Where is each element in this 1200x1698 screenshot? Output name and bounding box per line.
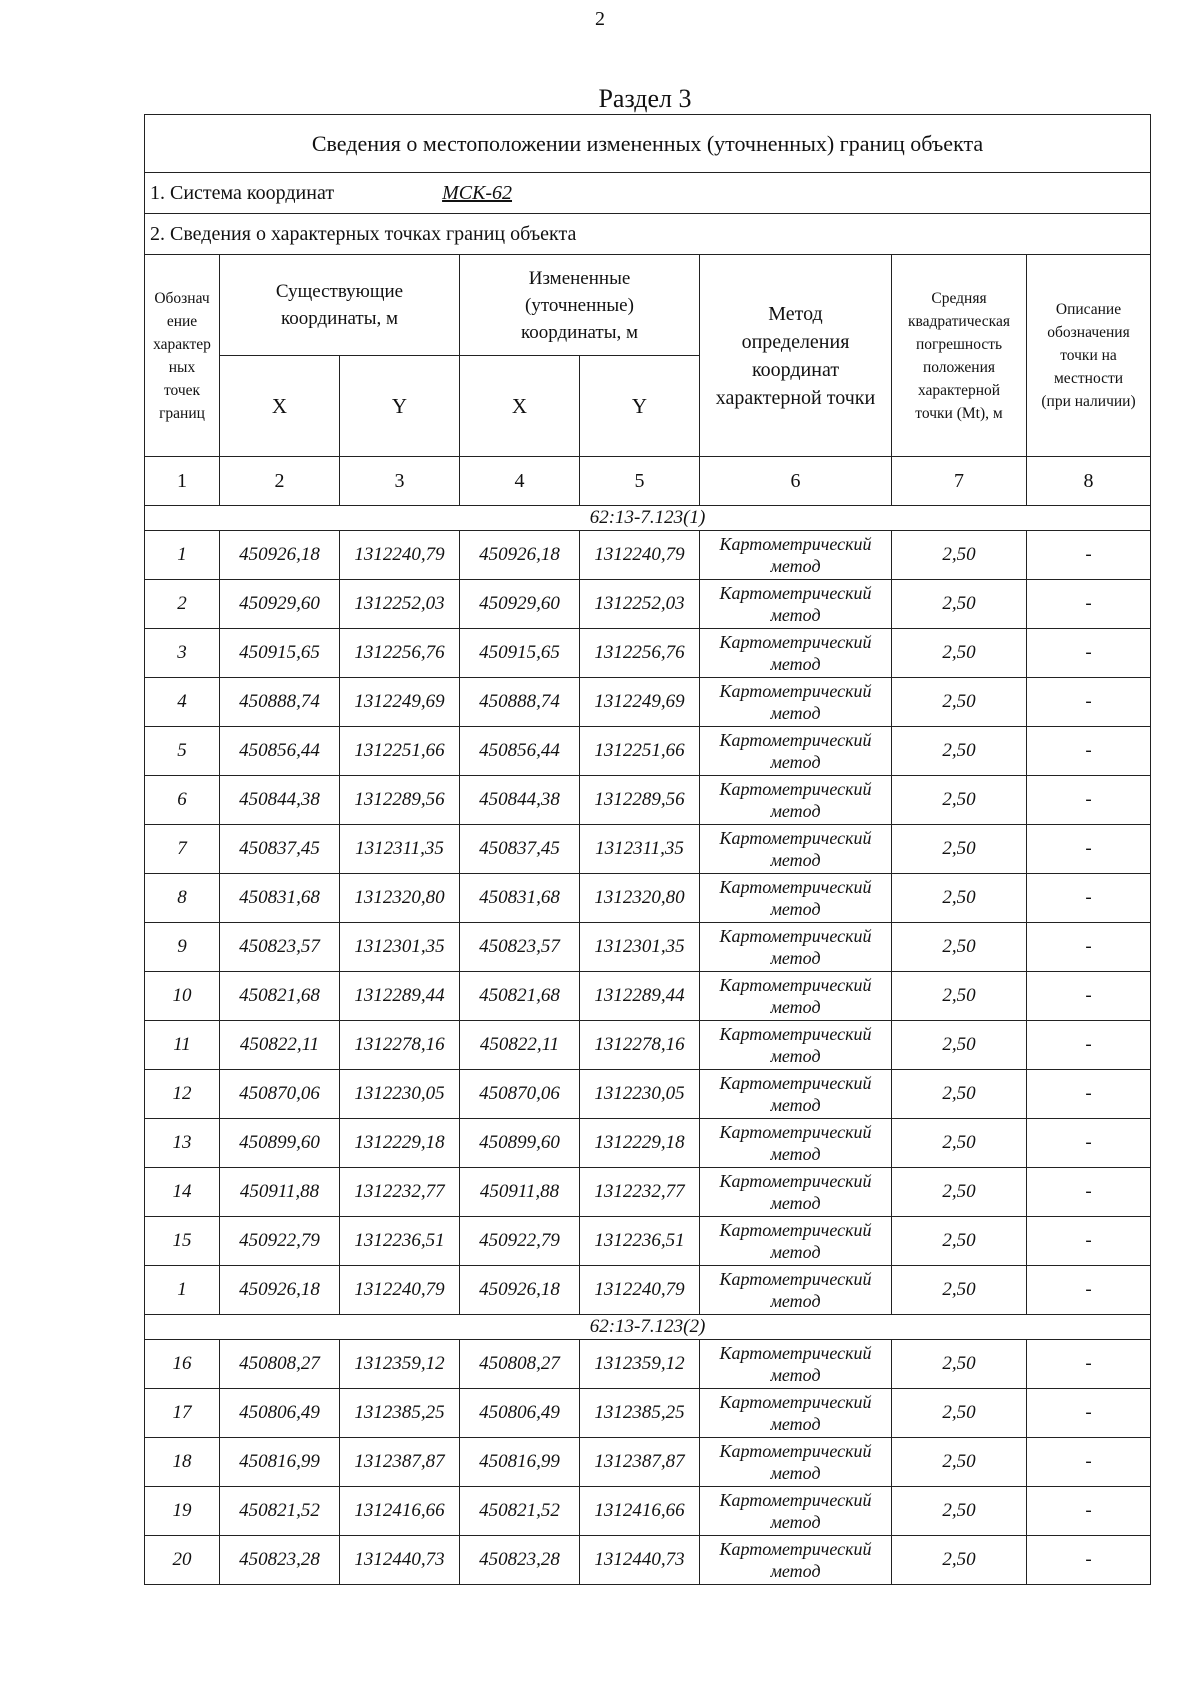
header-changed-coordinates: Измененные (уточненные) координаты, м: [460, 255, 700, 356]
existing-y-cell: 1312387,87: [340, 1438, 460, 1487]
table-row: [145, 874, 1151, 923]
description-cell: -: [1027, 1340, 1151, 1389]
method-cell: [700, 1168, 892, 1217]
table-row: [145, 1389, 1151, 1438]
table-row: [145, 531, 1151, 580]
column-number: 2: [220, 457, 340, 506]
method-cell: [700, 580, 892, 629]
method-line: Картометрический: [719, 828, 872, 848]
column-number: 6: [700, 457, 892, 506]
header-changed-x: X: [460, 356, 580, 457]
changed-x-cell: 450926,18: [460, 531, 580, 580]
changed-y-cell: 1312251,66: [580, 727, 700, 776]
method-line: Картометрический: [719, 583, 872, 603]
existing-y-cell: 1312230,05: [340, 1070, 460, 1119]
existing-y-cell: 1312301,35: [340, 923, 460, 972]
changed-y-cell: 1312232,77: [580, 1168, 700, 1217]
method-cell: [700, 629, 892, 678]
method-cell: [700, 1389, 892, 1438]
existing-y-cell: 1312320,80: [340, 874, 460, 923]
method-cell: [700, 678, 892, 727]
point-number-cell: 3: [145, 629, 220, 678]
method-line: Картометрический: [719, 1220, 872, 1240]
changed-x-cell: 450816,99: [460, 1438, 580, 1487]
method-cell: [700, 1070, 892, 1119]
table-row: [145, 1119, 1151, 1168]
description-cell: -: [1027, 776, 1151, 825]
existing-x-cell: 450929,60: [220, 580, 340, 629]
existing-y-cell: 1312236,51: [340, 1217, 460, 1266]
accuracy-cell: 2,50: [892, 580, 1027, 629]
description-cell: -: [1027, 1070, 1151, 1119]
coordinate-system-row: [145, 173, 1151, 214]
column-number: 8: [1027, 457, 1151, 506]
table-row: [145, 1168, 1151, 1217]
method-line: Картометрический: [719, 975, 872, 995]
method-line: метод: [770, 1512, 821, 1532]
column-number: 1: [145, 457, 220, 506]
changed-y-cell: 1312416,66: [580, 1487, 700, 1536]
accuracy-cell: 2,50: [892, 531, 1027, 580]
existing-x-cell: 450844,38: [220, 776, 340, 825]
method-cell: [700, 1266, 892, 1315]
method-cell: [700, 972, 892, 1021]
changed-x-cell: 450899,60: [460, 1119, 580, 1168]
existing-y-cell: 1312249,69: [340, 678, 460, 727]
changed-x-cell: 450823,28: [460, 1536, 580, 1585]
table-caption: Сведения о местоположении измененных (уточненных) границ объекта: [145, 115, 1151, 173]
point-number-cell: 12: [145, 1070, 220, 1119]
accuracy-cell: 2,50: [892, 1021, 1027, 1070]
changed-y-cell: 1312387,87: [580, 1438, 700, 1487]
accuracy-cell: 2,50: [892, 678, 1027, 727]
method-line: Картометрический: [719, 1024, 872, 1044]
description-cell: -: [1027, 825, 1151, 874]
accuracy-cell: 2,50: [892, 874, 1027, 923]
changed-y-cell: 1312320,80: [580, 874, 700, 923]
changed-y-cell: 1312278,16: [580, 1021, 700, 1070]
method-line: метод: [770, 997, 821, 1017]
point-number-cell: 14: [145, 1168, 220, 1217]
description-cell: -: [1027, 1217, 1151, 1266]
point-number-cell: 8: [145, 874, 220, 923]
existing-y-cell: 1312252,03: [340, 580, 460, 629]
boundary-table-frame: [144, 114, 1150, 1585]
method-cell: [700, 1438, 892, 1487]
existing-x-cell: 450915,65: [220, 629, 340, 678]
method-line: Картометрический: [719, 730, 872, 750]
changed-x-cell: 450888,74: [460, 678, 580, 727]
existing-y-cell: 1312416,66: [340, 1487, 460, 1536]
changed-y-cell: 1312229,18: [580, 1119, 700, 1168]
method-line: метод: [770, 1414, 821, 1434]
column-number: 7: [892, 457, 1027, 506]
table-row: [145, 629, 1151, 678]
method-line: метод: [770, 1242, 821, 1262]
changed-y-cell: 1312240,79: [580, 531, 700, 580]
description-cell: -: [1027, 1536, 1151, 1585]
table-row: [145, 972, 1151, 1021]
point-number-cell: 20: [145, 1536, 220, 1585]
accuracy-cell: 2,50: [892, 1119, 1027, 1168]
accuracy-cell: 2,50: [892, 1487, 1027, 1536]
existing-y-cell: 1312289,56: [340, 776, 460, 825]
header-description: Описание обозначения точки на местности (при наличии): [1027, 255, 1151, 457]
changed-x-cell: 450831,68: [460, 874, 580, 923]
header-existing-coordinates: Существующие координаты, м: [220, 255, 460, 356]
existing-y-cell: 1312251,66: [340, 727, 460, 776]
table-row: [145, 727, 1151, 776]
parcel-group-row: [145, 506, 1151, 531]
changed-y-cell: 1312440,73: [580, 1536, 700, 1585]
existing-x-cell: 450922,79: [220, 1217, 340, 1266]
header-method: Метод определения координат характерной точки: [700, 255, 892, 457]
accuracy-cell: 2,50: [892, 1070, 1027, 1119]
point-number-cell: 7: [145, 825, 220, 874]
method-line: метод: [770, 1561, 821, 1581]
changed-x-cell: 450926,18: [460, 1266, 580, 1315]
method-line: Картометрический: [719, 779, 872, 799]
method-line: метод: [770, 1463, 821, 1483]
existing-x-cell: 450816,99: [220, 1438, 340, 1487]
existing-x-cell: 450926,18: [220, 1266, 340, 1315]
method-cell: [700, 1340, 892, 1389]
point-number-cell: 11: [145, 1021, 220, 1070]
changed-y-cell: 1312385,25: [580, 1389, 700, 1438]
changed-x-cell: 450911,88: [460, 1168, 580, 1217]
existing-x-cell: 450899,60: [220, 1119, 340, 1168]
accuracy-cell: 2,50: [892, 1438, 1027, 1487]
existing-y-cell: 1312240,79: [340, 531, 460, 580]
method-line: метод: [770, 948, 821, 968]
parcel-group-row: [145, 1315, 1151, 1340]
method-line: Картометрический: [719, 1441, 872, 1461]
method-line: метод: [770, 703, 821, 723]
method-line: Картометрический: [719, 681, 872, 701]
header-changed-y: Y: [580, 356, 700, 457]
description-cell: -: [1027, 678, 1151, 727]
changed-x-cell: 450821,68: [460, 972, 580, 1021]
method-line: Картометрический: [719, 1171, 872, 1191]
accuracy-cell: 2,50: [892, 1536, 1027, 1585]
changed-y-cell: 1312301,35: [580, 923, 700, 972]
table-row: [145, 1340, 1151, 1389]
accuracy-cell: 2,50: [892, 776, 1027, 825]
column-numbers-row: [145, 457, 1151, 506]
existing-x-cell: 450823,28: [220, 1536, 340, 1585]
method-line: метод: [770, 1365, 821, 1385]
changed-y-cell: 1312252,03: [580, 580, 700, 629]
existing-x-cell: 450808,27: [220, 1340, 340, 1389]
changed-x-cell: 450929,60: [460, 580, 580, 629]
changed-x-cell: 450870,06: [460, 1070, 580, 1119]
existing-y-cell: 1312385,25: [340, 1389, 460, 1438]
table-row: [145, 776, 1151, 825]
method-line: метод: [770, 899, 821, 919]
point-number-cell: 18: [145, 1438, 220, 1487]
changed-x-cell: 450856,44: [460, 727, 580, 776]
method-cell: [700, 1536, 892, 1585]
points-info-label: 2. Сведения о характерных точках границ объекта: [145, 214, 1151, 255]
accuracy-cell: 2,50: [892, 825, 1027, 874]
changed-y-cell: 1312236,51: [580, 1217, 700, 1266]
accuracy-cell: 2,50: [892, 1168, 1027, 1217]
table-row: [145, 1487, 1151, 1536]
point-number-cell: 6: [145, 776, 220, 825]
header-designation: Обознач ение характер ных точек границ: [145, 255, 220, 457]
column-number: 5: [580, 457, 700, 506]
point-number-cell: 16: [145, 1340, 220, 1389]
table-row: [145, 1021, 1151, 1070]
point-number-cell: 5: [145, 727, 220, 776]
point-number-cell: 19: [145, 1487, 220, 1536]
parcel-designation: 62:13-7.123(2): [145, 1315, 1151, 1340]
existing-x-cell: 450823,57: [220, 923, 340, 972]
changed-y-cell: 1312249,69: [580, 678, 700, 727]
page-number: 2: [595, 8, 605, 30]
changed-x-cell: 450915,65: [460, 629, 580, 678]
method-cell: [700, 874, 892, 923]
method-line: Картометрический: [719, 632, 872, 652]
changed-x-cell: 450922,79: [460, 1217, 580, 1266]
existing-x-cell: 450856,44: [220, 727, 340, 776]
description-cell: -: [1027, 1487, 1151, 1536]
header-existing-y: Y: [340, 356, 460, 457]
changed-y-cell: 1312256,76: [580, 629, 700, 678]
method-line: Картометрический: [719, 1343, 872, 1363]
method-line: метод: [770, 752, 821, 772]
description-cell: -: [1027, 1168, 1151, 1217]
table-row: [145, 1217, 1151, 1266]
coordinate-system-value: МСК-62: [442, 181, 513, 204]
changed-y-cell: 1312359,12: [580, 1340, 700, 1389]
existing-y-cell: 1312240,79: [340, 1266, 460, 1315]
changed-x-cell: 450806,49: [460, 1389, 580, 1438]
changed-x-cell: 450821,52: [460, 1487, 580, 1536]
existing-x-cell: 450888,74: [220, 678, 340, 727]
method-line: метод: [770, 1046, 821, 1066]
table-row: [145, 825, 1151, 874]
method-cell: [700, 923, 892, 972]
method-line: Картометрический: [719, 926, 872, 946]
point-number-cell: 1: [145, 531, 220, 580]
method-cell: [700, 1119, 892, 1168]
existing-y-cell: 1312256,76: [340, 629, 460, 678]
point-number-cell: 10: [145, 972, 220, 1021]
method-line: Картометрический: [719, 1539, 872, 1559]
existing-x-cell: 450806,49: [220, 1389, 340, 1438]
description-cell: -: [1027, 972, 1151, 1021]
accuracy-cell: 2,50: [892, 972, 1027, 1021]
point-number-cell: 9: [145, 923, 220, 972]
accuracy-cell: 2,50: [892, 1389, 1027, 1438]
description-cell: -: [1027, 629, 1151, 678]
existing-y-cell: 1312232,77: [340, 1168, 460, 1217]
point-number-cell: 1: [145, 1266, 220, 1315]
changed-x-cell: 450844,38: [460, 776, 580, 825]
table-row: [145, 678, 1151, 727]
method-cell: [700, 1487, 892, 1536]
method-line: метод: [770, 654, 821, 674]
method-line: метод: [770, 850, 821, 870]
description-cell: -: [1027, 531, 1151, 580]
method-cell: [700, 727, 892, 776]
changed-x-cell: 450808,27: [460, 1340, 580, 1389]
method-line: Картометрический: [719, 1269, 872, 1289]
table-row: [145, 1266, 1151, 1315]
changed-y-cell: 1312230,05: [580, 1070, 700, 1119]
description-cell: -: [1027, 580, 1151, 629]
method-line: Картометрический: [719, 1392, 872, 1412]
existing-y-cell: 1312229,18: [340, 1119, 460, 1168]
existing-y-cell: 1312311,35: [340, 825, 460, 874]
coordinate-system-label: 1. Система координат: [150, 181, 335, 204]
existing-y-cell: 1312359,12: [340, 1340, 460, 1389]
existing-x-cell: 450821,52: [220, 1487, 340, 1536]
column-number: 3: [340, 457, 460, 506]
method-cell: [700, 776, 892, 825]
method-line: метод: [770, 801, 821, 821]
description-cell: -: [1027, 1021, 1151, 1070]
existing-x-cell: 450926,18: [220, 531, 340, 580]
accuracy-cell: 2,50: [892, 1340, 1027, 1389]
method-line: метод: [770, 1193, 821, 1213]
existing-y-cell: 1312440,73: [340, 1536, 460, 1585]
existing-x-cell: 450822,11: [220, 1021, 340, 1070]
description-cell: -: [1027, 727, 1151, 776]
table-row: [145, 1536, 1151, 1585]
changed-y-cell: 1312289,56: [580, 776, 700, 825]
method-line: метод: [770, 605, 821, 625]
existing-x-cell: 450837,45: [220, 825, 340, 874]
method-cell: [700, 531, 892, 580]
description-cell: -: [1027, 874, 1151, 923]
method-line: Картометрический: [719, 1490, 872, 1510]
column-number: 4: [460, 457, 580, 506]
changed-x-cell: 450837,45: [460, 825, 580, 874]
table-row: [145, 580, 1151, 629]
method-cell: [700, 1217, 892, 1266]
changed-y-cell: 1312311,35: [580, 825, 700, 874]
method-line: Картометрический: [719, 534, 872, 554]
accuracy-cell: 2,50: [892, 923, 1027, 972]
description-cell: -: [1027, 1266, 1151, 1315]
point-number-cell: 17: [145, 1389, 220, 1438]
table-row: [145, 923, 1151, 972]
method-line: метод: [770, 1095, 821, 1115]
method-line: метод: [770, 1144, 821, 1164]
boundary-points-table: [144, 114, 1151, 1585]
existing-x-cell: 450821,68: [220, 972, 340, 1021]
accuracy-cell: 2,50: [892, 1217, 1027, 1266]
existing-x-cell: 450870,06: [220, 1070, 340, 1119]
point-number-cell: 13: [145, 1119, 220, 1168]
accuracy-cell: 2,50: [892, 629, 1027, 678]
header-existing-x: X: [220, 356, 340, 457]
existing-x-cell: 450911,88: [220, 1168, 340, 1217]
existing-y-cell: 1312289,44: [340, 972, 460, 1021]
point-number-cell: 2: [145, 580, 220, 629]
accuracy-cell: 2,50: [892, 727, 1027, 776]
method-cell: [700, 1021, 892, 1070]
changed-x-cell: 450822,11: [460, 1021, 580, 1070]
header-accuracy: Средняя квадратическая погрешность положения характерной точки (Mt), м: [892, 255, 1027, 457]
method-cell: [700, 825, 892, 874]
table-row: [145, 1070, 1151, 1119]
section-title: Раздел 3: [598, 84, 692, 113]
description-cell: -: [1027, 1389, 1151, 1438]
accuracy-cell: 2,50: [892, 1266, 1027, 1315]
method-line: метод: [770, 556, 821, 576]
changed-y-cell: 1312240,79: [580, 1266, 700, 1315]
method-line: Картометрический: [719, 1073, 872, 1093]
parcel-designation: 62:13-7.123(1): [145, 506, 1151, 531]
existing-y-cell: 1312278,16: [340, 1021, 460, 1070]
changed-y-cell: 1312289,44: [580, 972, 700, 1021]
description-cell: -: [1027, 923, 1151, 972]
table-row: [145, 1438, 1151, 1487]
method-line: метод: [770, 1291, 821, 1311]
changed-x-cell: 450823,57: [460, 923, 580, 972]
method-line: Картометрический: [719, 1122, 872, 1142]
method-line: Картометрический: [719, 877, 872, 897]
description-cell: -: [1027, 1438, 1151, 1487]
point-number-cell: 4: [145, 678, 220, 727]
description-cell: -: [1027, 1119, 1151, 1168]
point-number-cell: 15: [145, 1217, 220, 1266]
existing-x-cell: 450831,68: [220, 874, 340, 923]
